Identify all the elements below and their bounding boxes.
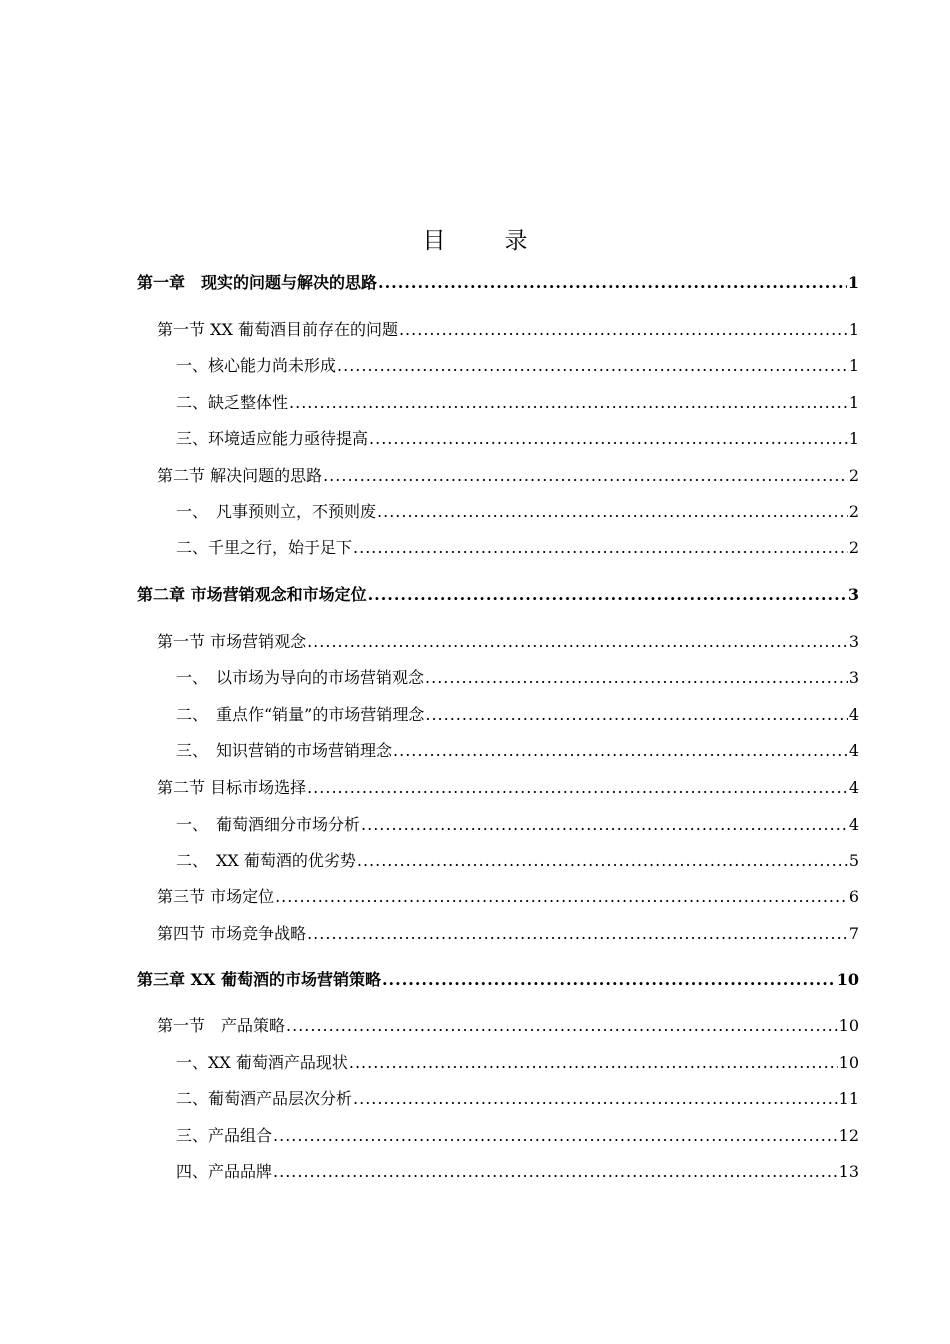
toc-page-number: 1 (848, 356, 859, 375)
toc-entry[interactable] (176, 1126, 859, 1146)
toc-entry[interactable] (176, 356, 859, 376)
toc-entry[interactable] (176, 741, 859, 761)
toc-page-number: 4 (848, 778, 859, 797)
toc-page-number: 1 (847, 273, 859, 292)
toc-leader (307, 778, 848, 798)
toc-entry-text: 二、 重点作“销量”的市场营销理念 (176, 705, 425, 724)
toc-entry-text: 四、产品品牌 (176, 1162, 273, 1181)
toc-leader (307, 632, 848, 652)
toc-page-number: 1 (848, 393, 859, 412)
toc-entry-text: 三、 知识营销的市场营销理念 (176, 741, 393, 760)
toc-entry-text: 一、 葡萄酒细分市场分析 (176, 815, 361, 834)
toc-entry[interactable] (176, 429, 859, 449)
toc-entry[interactable] (157, 1016, 859, 1036)
toc-entry-text: 一、核心能力尚未形成 (176, 356, 337, 375)
toc-entry[interactable] (176, 502, 859, 522)
toc-page-number: 11 (838, 1089, 859, 1108)
toc-page-number: 4 (848, 705, 859, 724)
toc-entry[interactable] (176, 1089, 859, 1109)
toc-leader (377, 502, 848, 522)
toc-leader (393, 741, 848, 761)
toc-entry-text: 二、葡萄酒产品层次分析 (176, 1089, 353, 1108)
toc-page-number: 6 (848, 887, 859, 906)
toc-page-number: 2 (848, 502, 859, 521)
toc-page-number: 2 (848, 466, 859, 485)
toc-leader (399, 320, 848, 340)
toc-entry[interactable] (176, 1162, 859, 1182)
toc-leader (357, 851, 848, 871)
toc-leader (353, 538, 848, 558)
toc-entry-text: 一、 凡事预则立，不预则废 (176, 502, 377, 521)
toc-entry[interactable] (176, 393, 859, 413)
toc-leader (369, 429, 848, 449)
toc-leader (273, 1162, 838, 1182)
toc-page-number: 10 (838, 1053, 859, 1072)
toc-leader (337, 356, 848, 376)
toc-entry[interactable] (157, 632, 859, 652)
toc-entry-text: 第一节 市场营销观念 (157, 632, 307, 651)
toc-entry-text: 第三章 XX 葡萄酒的市场营销策略 (137, 970, 381, 989)
toc-entry-text: 第一节 产品策略 (157, 1016, 286, 1035)
toc-leader (353, 1089, 838, 1109)
toc-leader (275, 887, 848, 907)
toc-page-number: 4 (848, 741, 859, 760)
toc-entry-text: 二、 XX 葡萄酒的优劣势 (176, 851, 356, 870)
toc-entry[interactable] (157, 924, 859, 944)
toc-leader (378, 273, 847, 293)
toc-entry-text: 第一节 XX 葡萄酒目前存在的问题 (157, 320, 398, 339)
toc-page-number: 4 (848, 815, 859, 834)
toc-entry[interactable] (176, 705, 859, 725)
toc-entry[interactable] (176, 538, 859, 558)
toc-leader (289, 393, 848, 413)
toc-entry[interactable] (137, 273, 859, 293)
toc-entry-text: 二、缺乏整体性 (176, 393, 289, 412)
toc-page-number: 7 (848, 924, 859, 943)
toc-entry-text: 第三节 市场定位 (157, 887, 275, 906)
toc-entry-text: 一、XX 葡萄酒产品现状 (176, 1053, 348, 1072)
page-title: 目 录 (422, 228, 546, 254)
toc-entry[interactable] (157, 320, 859, 340)
toc-entry[interactable] (176, 851, 859, 871)
toc-leader (323, 466, 848, 486)
toc-entry[interactable] (157, 887, 859, 907)
toc-leader (286, 1016, 838, 1036)
toc-entry-text: 三、环境适应能力亟待提高 (176, 429, 369, 448)
toc-page-number: 13 (838, 1162, 859, 1181)
toc-leader (425, 668, 848, 688)
toc-entry-text: 第一章 现实的问题与解决的思路 (137, 273, 378, 292)
toc-entry[interactable] (176, 668, 859, 688)
toc-page-number: 1 (848, 320, 859, 339)
toc-page-number: 3 (848, 668, 859, 687)
toc-leader (307, 924, 848, 944)
toc-entry-text: 第四节 市场竞争战略 (157, 924, 307, 943)
toc-entry-text: 二、千里之行，始于足下 (176, 538, 353, 557)
toc-page-number: 12 (838, 1126, 859, 1145)
toc-leader (425, 705, 847, 725)
toc-entry[interactable] (157, 466, 859, 486)
toc-entry-text: 第二节 解决问题的思路 (157, 466, 323, 485)
toc-page-number: 5 (848, 851, 859, 870)
toc-page-number: 10 (836, 970, 859, 989)
toc-page-number: 10 (838, 1016, 859, 1035)
toc-leader (368, 585, 847, 605)
toc-page-number: 3 (847, 585, 859, 604)
toc-entry[interactable] (137, 585, 859, 605)
toc-page-number: 1 (848, 429, 859, 448)
toc-entry-text: 第二节 目标市场选择 (157, 778, 307, 797)
toc-entry[interactable] (176, 1053, 859, 1073)
toc-entry-text: 第二章 市场营销观念和市场定位 (137, 585, 367, 604)
toc-leader (361, 815, 848, 835)
toc-entry[interactable] (176, 815, 859, 835)
toc-leader (349, 1053, 838, 1073)
toc-page-number: 2 (848, 538, 859, 557)
toc-entry[interactable] (137, 970, 859, 990)
toc-page-number: 3 (848, 632, 859, 651)
toc-entry[interactable] (157, 778, 859, 798)
toc-entry-text: 三、产品组合 (176, 1126, 273, 1145)
toc-leader (382, 970, 836, 990)
toc-leader (273, 1126, 838, 1146)
toc-entry-text: 一、 以市场为导向的市场营销观念 (176, 668, 425, 687)
